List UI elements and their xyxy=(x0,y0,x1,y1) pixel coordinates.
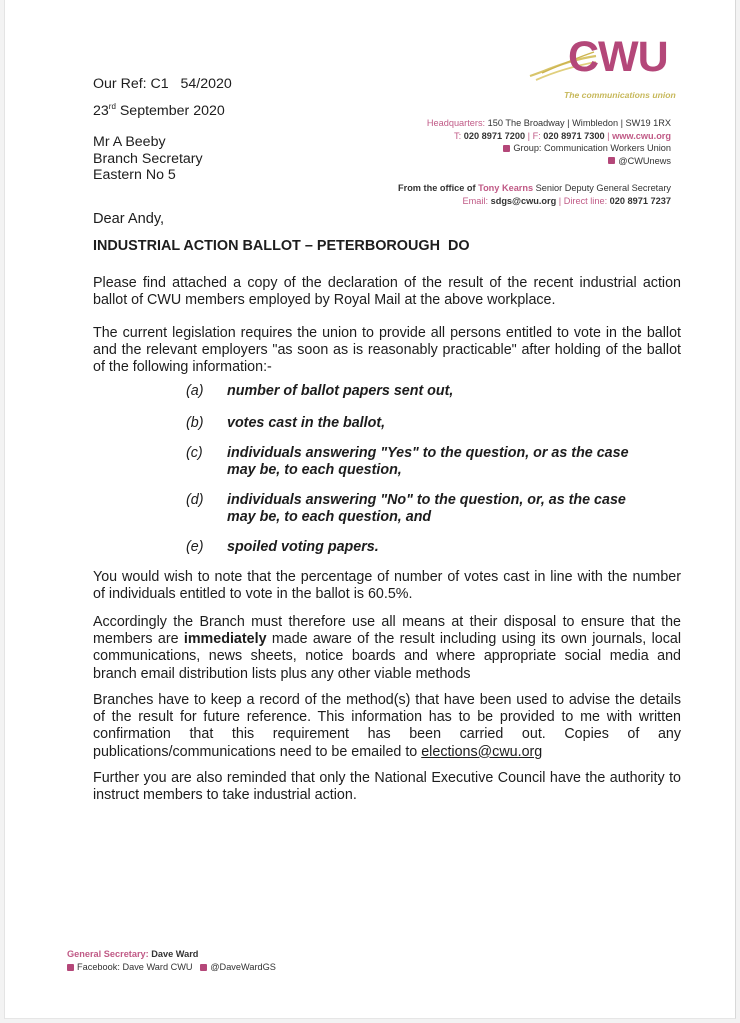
facebook-icon xyxy=(503,145,510,152)
letterhead-contact xyxy=(427,117,671,167)
facebook-line: Group: Communication Workers Union xyxy=(427,142,671,155)
subject-heading: INDUSTRIAL ACTION BALLOT – PETERBOROUGH DO xyxy=(93,238,470,254)
recipient-branch: Eastern No 5 xyxy=(93,167,176,183)
logo-tagline: The communications union xyxy=(564,90,676,100)
hq-address-line: Headquarters: 150 The Broadway | Wimbledon | SW19 1RX xyxy=(426,118,671,128)
paragraph-1: Please find attached a copy of the declaration of the result of the recent industrial action ballot of CWU members employed by Royal Mail at the above workplace. xyxy=(93,275,681,309)
paragraph-3: You would wish to note that the percentage of number of votes cast in line with the number of individuals entitled to vote in the ballot is 60.5%. xyxy=(93,569,681,603)
letter-date: 23rd September 2020 xyxy=(93,102,225,119)
elections-email-link[interactable]: elections@cwu.org xyxy=(421,743,543,760)
emphasis-immediately: immediately xyxy=(183,631,267,648)
recipient-title: Branch Secretary xyxy=(93,150,203,167)
letter-page xyxy=(4,0,736,1019)
logo-text: CWU xyxy=(568,33,668,81)
salutation: Dear Andy, xyxy=(93,211,165,227)
paragraph-4: Accordingly the Branch must therefore use all means at their disposal to ensure that the members are immediately made aware of the result including using its own journals, local communications, news sheets, notice boards and where appropriate social media and branch email distribution lists plus any other viable methods xyxy=(93,614,681,682)
twitter-icon xyxy=(608,157,615,164)
paragraph-2: The current legislation requires the union to provide all persons entitled to vote in the ballot and the relevant employers "as soon as is reasonably practicable" after holding of the ballot of the following information:- xyxy=(93,325,681,376)
website-link[interactable]: www.cwu.org xyxy=(612,130,671,141)
our-reference: Our Ref: C1 54/2020 xyxy=(93,76,232,92)
recipient-name: Mr A Beeby xyxy=(93,134,166,150)
twitter-line: @CWUnews xyxy=(427,155,671,168)
footer-social-line: Facebook: Dave Ward CWU @DaveWardGS xyxy=(67,961,276,974)
facebook-icon xyxy=(67,964,74,971)
paragraph-6: Further you are also reminded that only the National Executive Council have the authority to instruct members to take industrial action. xyxy=(93,770,681,804)
office-line: From the office of Tony Kearns Senior Deputy General Secretary xyxy=(398,183,671,193)
phone-line: T: 020 8971 7200 | F: 020 8971 7300 | www.cwu.org xyxy=(454,130,671,141)
twitter-icon xyxy=(200,964,207,971)
cwu-logo xyxy=(528,33,676,102)
information-list: (a) number of ballot papers sent out, (b) votes cast in the ballot, (c) individuals answering "Yes" to the question, or as the case may be, to each question, (d) individuals answering "No" to the question, or, as the case may be, to each question, and (e) spoiled voting papers. xyxy=(186,383,629,555)
general-secretary-line: General Secretary: Dave Ward xyxy=(67,949,199,959)
letter-footer xyxy=(67,948,276,974)
recipient-address xyxy=(93,134,203,184)
paragraph-5: Branches have to keep a record of the method(s) that have been used to advise the details of the result for future reference. This information has to be provided to me with written confirmation that this requirement has been carried out. Copies of any publications/communications need to be emailed to elections@cwu.org xyxy=(93,692,681,760)
office-block xyxy=(398,182,671,207)
office-email-line: Email: sdgs@cwu.org | Direct line: 020 8971 7237 xyxy=(462,195,671,206)
